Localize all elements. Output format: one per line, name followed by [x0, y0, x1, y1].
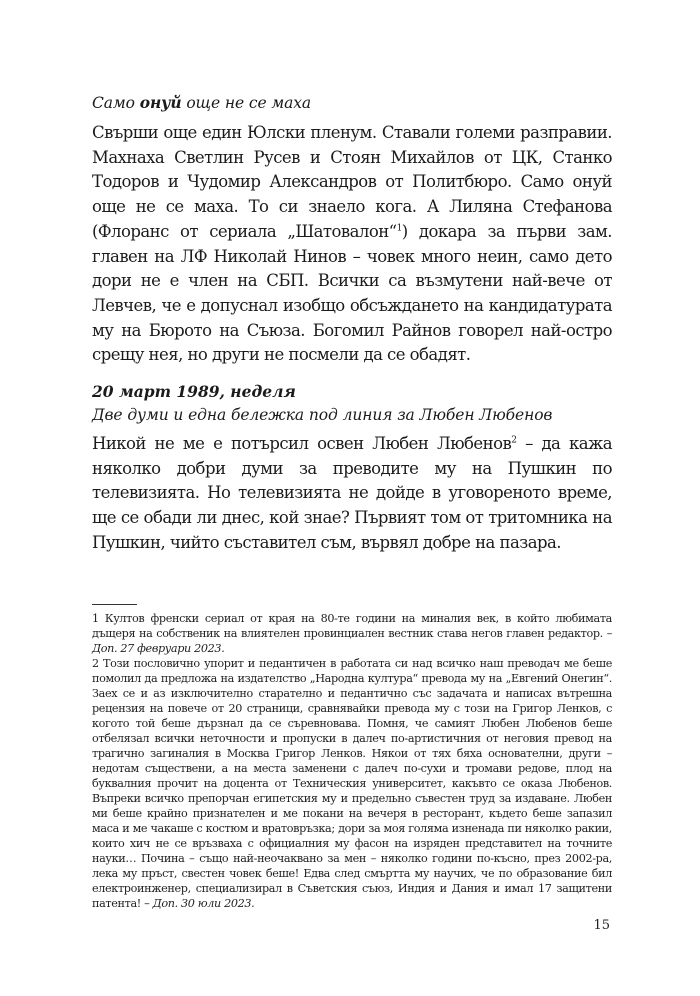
- heading-text-pre: Само: [92, 94, 140, 112]
- body-paragraph-2: [92, 432, 612, 556]
- paragraph-text-cont: – да кажа няколко добри думи за преводите му на Пушкин по телевизията. Но телевизията не дойде в уговореното време, ще се обади ли днес, кой знае? Първият том от тритомника на Пушкин, чийто съставител съм, вървял добре на пазара.: [92, 434, 612, 552]
- entry-subheading: Две думи и една бележка под линия за Любен Любенов: [92, 406, 553, 424]
- footnote-marker-2[interactable]: 2: [511, 435, 517, 446]
- heading-emphasis: онуй: [139, 93, 182, 112]
- date-heading: 20 март 1989, неделя: [92, 382, 296, 401]
- body-paragraph-1: [92, 121, 612, 368]
- footnote-2: [92, 656, 612, 911]
- footnote-text: 2 Този пословично упорит и педантичен в работата си над всичко наш преводач ме беше помолил да предложа на издателство „Народна култура“ превода му на „Евгений Онегин“. Заех се и аз изключително старателно и педантично със задачата и написах вътрешна рецензия на повече от 20 страници, сравнявайки превода му с този на Григор Ленков, с когото той беше дързнал да се съревновава. Помня, че самият Любен Любенов беше отбелязал всички неточности и пропуски в далеч по-артистичния от неговия превод на трагично загиналия в Москва Григор Ленков. Някои от тях бяха основателни, други – недотам съществени, а на места заменени с далеч по-сухи и тромави редове, плод на буквалния прочит на доцента от Техническия университет, какъвто се оказа Любенов. Въпреки всичко препорчан египетския му и предельно съвестен труд за издаване. Любен ми беше крайно признателен и ме покани на вечеря в ресторант, където беше запазил маса и ме чакаше с костюм и вратовръзка; дори за моя голяма изненада пи няколко ракии, които хич не се връзваха с официалния му фасон на изряден представител на точните науки… Почина – също най-неочаквано за мен – няколко години по-късно, през 2002-ра, лека му пръст, свестен човек беше! Едва след смъртта му научих, че по образование бил електроинженер, специализирал в Съветския съюз, Индия и Дания и имал 17 защитени патента!: [92, 657, 612, 910]
- section-heading: [92, 92, 612, 114]
- footnote-marker-1[interactable]: 1: [396, 223, 402, 234]
- paragraph-text-cont: ) докара за първи зам. главен на ЛФ Николай Нинов – човек много неин, само дето дори не е член на СБП. Всички са възмутени най-вече от Левчев, че е допуснал изобщо обсъждането на кандидатурата му на Бюрото на Съюза. Богомил Райнов говорел най-остро срещу нея, но други не посмели да се обадят.: [92, 221, 613, 365]
- footnote-text: 1 Култов френски сериал от края на 80-те години на миналия век, в който любимата дъщеря на собственик на влиятелен провинциален вестник става негов главен редактор.: [92, 612, 612, 640]
- paragraph-text: Свърши още един Юлски пленум. Ставали големи разправии. Махнаха Светлин Русев и Стоян Михайлов от ЦК, Станко Тодоров и Чудомир Александров от Политбюро. Само онуй още не се маха. То си знаело кога. А Лиляна Стефанова (Флоранс от сериала „Шатовалон“: [92, 123, 612, 241]
- footnote-addendum: – Доп. 27 февруари 2023.: [92, 627, 612, 655]
- footnote-addendum: – Доп. 30 юли 2023.: [140, 897, 255, 910]
- heading-text-post: още не се маха: [181, 94, 312, 112]
- paragraph-text: Никой не ме е потърсил освен Любен Любенов: [92, 434, 512, 453]
- page-number: 15: [593, 918, 610, 933]
- footnote-1: [92, 611, 612, 656]
- footnote-divider: [92, 604, 137, 605]
